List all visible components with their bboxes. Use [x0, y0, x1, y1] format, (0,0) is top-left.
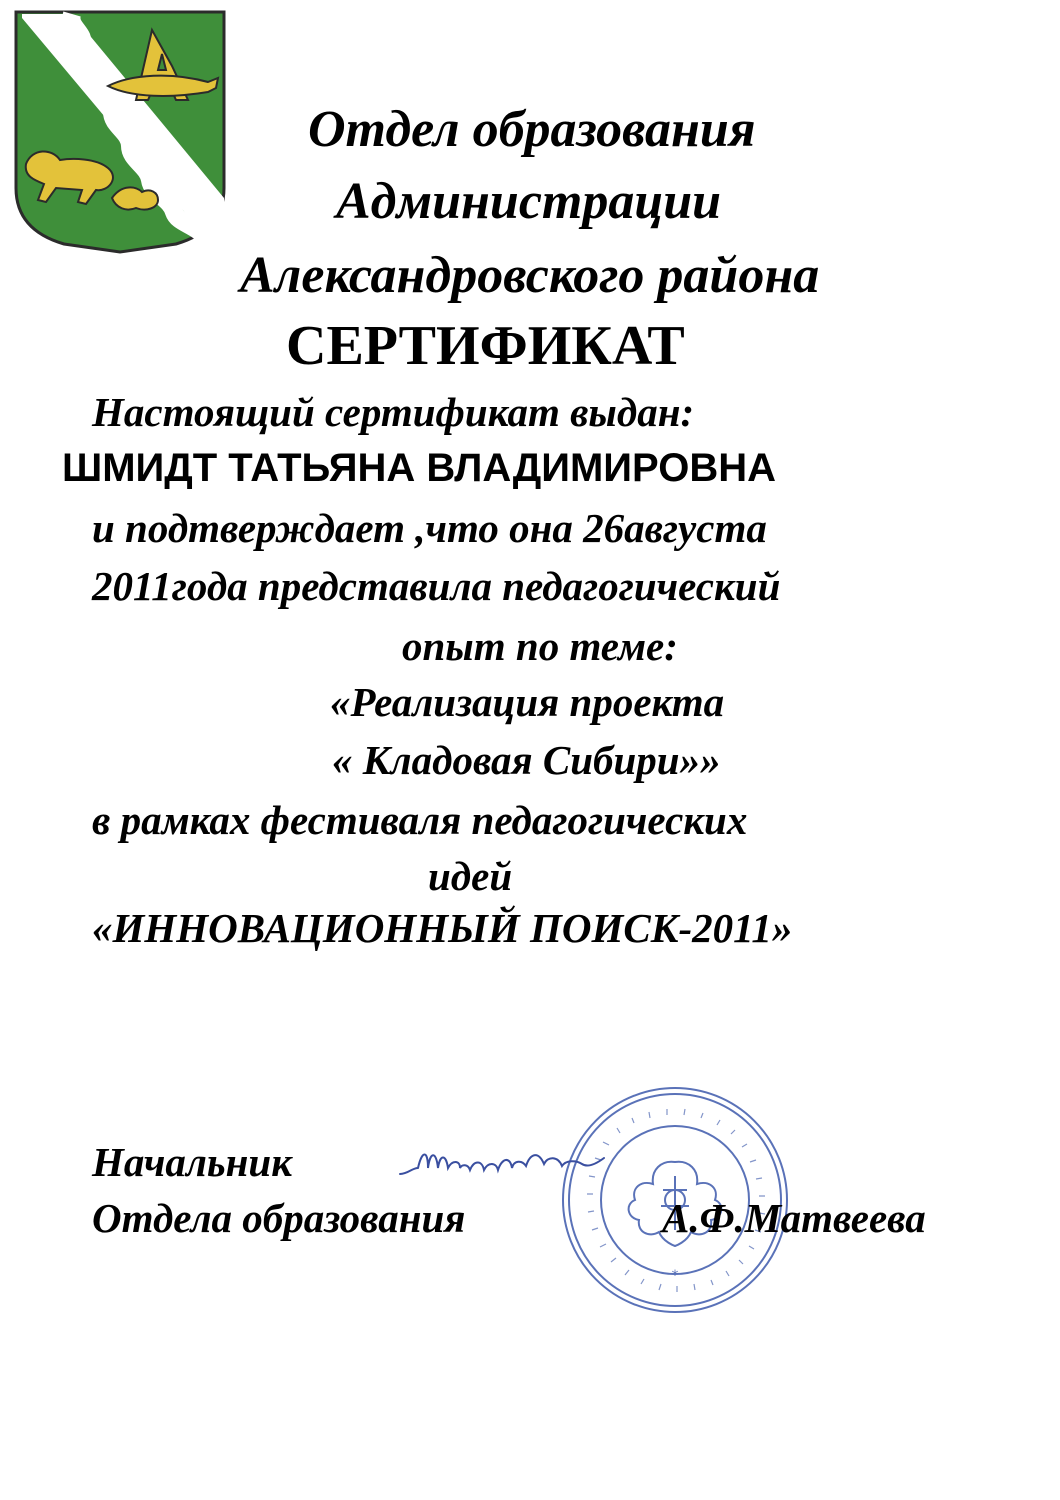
header-line-1: Отдел образования: [308, 101, 756, 158]
signer-name: А.Ф.Матвеева: [662, 1195, 926, 1241]
svg-text:*: *: [671, 1268, 679, 1284]
recipient-name: ШМИДТ ТАТЬЯНА ВЛАДИМИРОВНА: [62, 446, 776, 490]
signer-position-line-1: Начальник: [92, 1139, 292, 1185]
signer-position-line-2: Отдела образования: [92, 1195, 466, 1241]
header-line-3: Александровского района: [240, 247, 820, 304]
header-line-2: Администрации: [336, 173, 722, 230]
body-line-4: в рамках фестиваля педагогических: [92, 797, 748, 843]
body-line-2: 2011года представила педагогический: [92, 563, 781, 609]
handwritten-signature: [398, 1138, 608, 1194]
topic-line-1: «Реализация проекта: [330, 679, 725, 725]
body-line-5: идей: [428, 853, 513, 899]
body-line-1: и подтверждает ,что она 26августа: [92, 505, 767, 551]
certificate-title: СЕРТИФИКАТ: [286, 315, 685, 377]
coat-of-arms-icon: [12, 8, 228, 254]
body-line-3: опыт по теме:: [402, 623, 678, 669]
issued-to-label: Настоящий сертификат выдан:: [92, 389, 695, 435]
topic-line-2: « Кладовая Сибири»»: [332, 737, 721, 783]
festival-name: «ИННОВАЦИОННЫЙ ПОИСК-2011»: [92, 905, 793, 951]
